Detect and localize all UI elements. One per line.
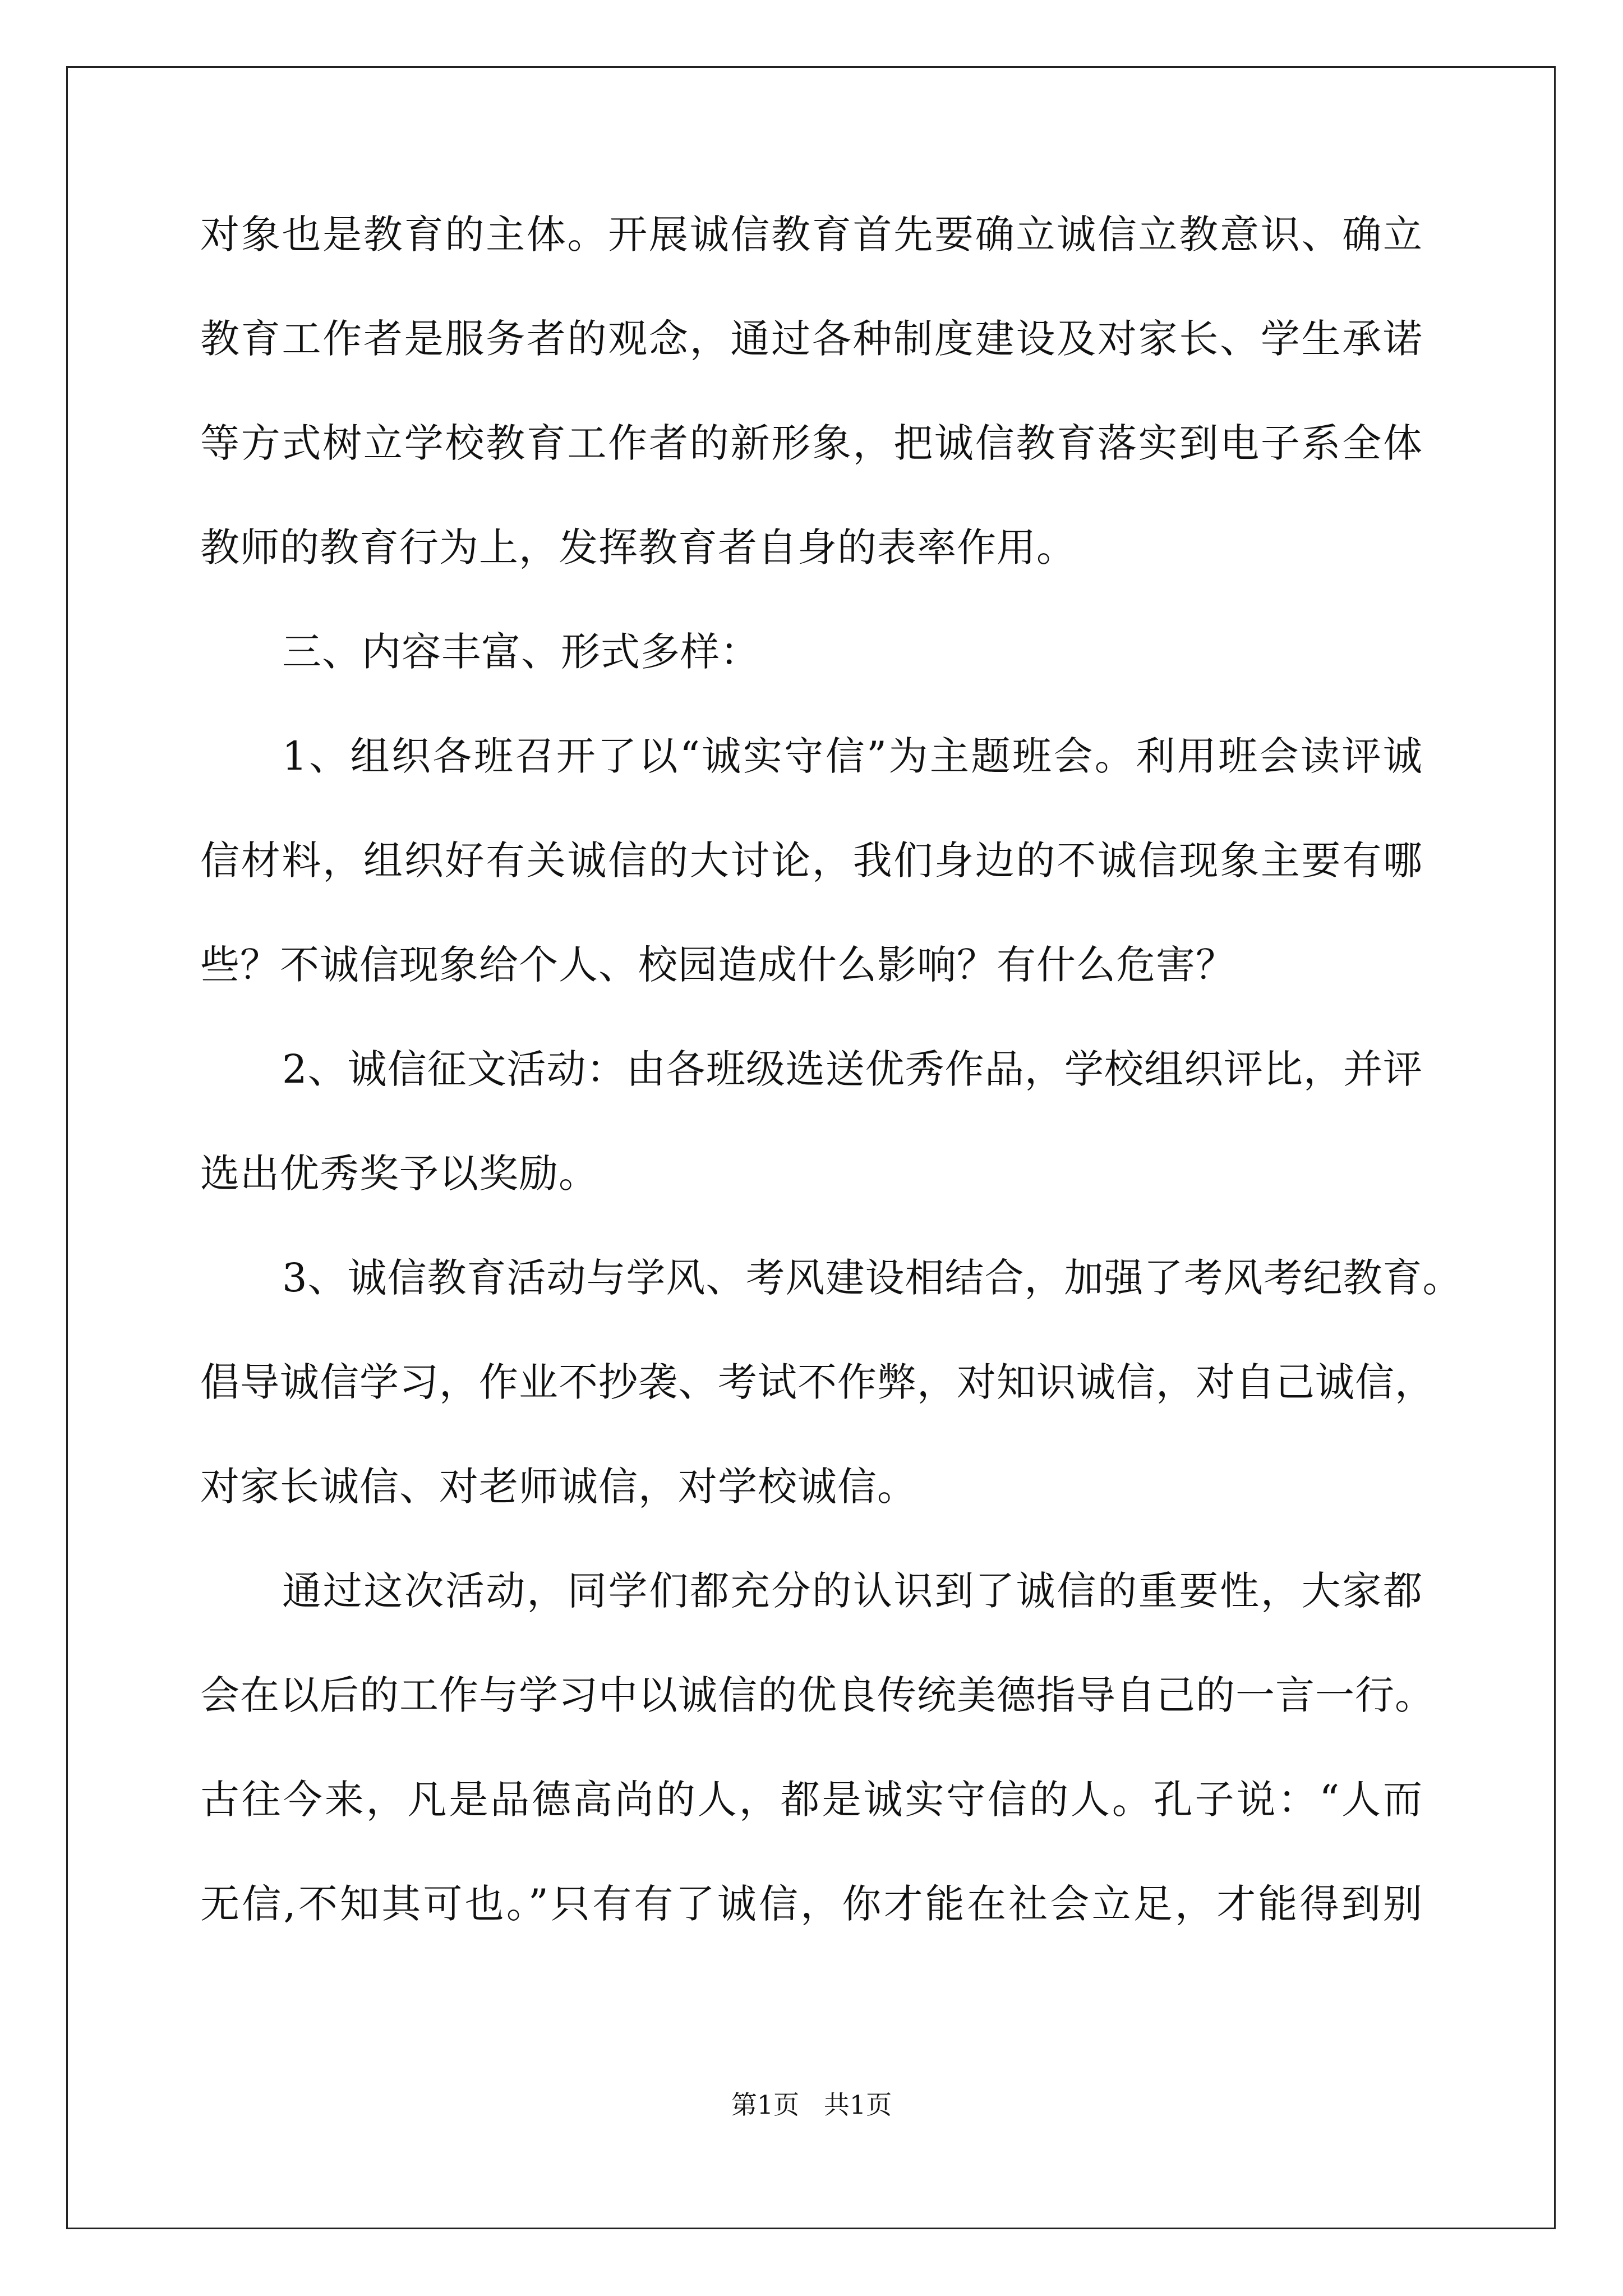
text-line: 会在以后的工作与学习中以诚信的优良传统美德指导自己的一言一行。 (200, 1672, 1435, 1718)
text-line: 倡导诚信学习，作业不抄袭、考试不作弊，对知识诚信，对自己诚信， (200, 1359, 1435, 1405)
text-line: 信材料，组织好有关诚信的大讨论，我们身边的不诚信现象主要有哪 (200, 838, 1423, 884)
document-body (200, 210, 1463, 1928)
paragraph-item-2 (200, 1045, 1423, 1198)
page-number-footer: 第1页 共1页 (731, 2090, 892, 2120)
paragraph-conclusion (200, 1567, 1435, 1928)
text-line: 选出优秀奖予以奖励。 (200, 1151, 598, 1197)
section-heading (200, 628, 1423, 676)
paragraph-item-3 (200, 1254, 1463, 1511)
text-line: 等方式树立学校教育工作者的新形象，把诚信教育落实到电子系全体 (200, 420, 1423, 466)
text-line: 1、组织各班召开了以“诚实守信”为主题班会。利用班会读评诚 (282, 733, 1423, 779)
text-line: 对家长诚信、对老师诚信，对学校诚信。 (200, 1464, 917, 1510)
text-line: 对象也是教育的主体。开展诚信教育首先要确立诚信立教意识、确立 (200, 211, 1423, 257)
text-line: 通过这次活动，同学们都充分的认识到了诚信的重要性，大家都 (282, 1568, 1423, 1614)
text-line: 无信,不知其可也。”只有有了诚信，你才能在社会立足，才能得到别 (200, 1881, 1423, 1927)
text-line: 教师的教育行为上，发挥教育者自身的表率作用。 (200, 524, 1076, 570)
text-line: 3、诚信教育活动与学风、考风建设相结合，加强了考风考纪教育。 (282, 1255, 1463, 1301)
text-line: 2、诚信征文活动：由各班级选送优秀作品，学校组织评比，并评 (282, 1046, 1423, 1092)
text-line: 教育工作者是服务者的观念，通过各种制度建设及对家长、学生承诺 (200, 316, 1423, 362)
paragraph-item-1 (200, 732, 1423, 989)
text-line: 三、内容丰富、形式多样： (282, 629, 760, 675)
paragraph-intro-continuation (200, 210, 1423, 572)
text-line: 些？不诚信现象给个人、校园造成什么影响？有什么危害？ (200, 942, 1235, 988)
text-line: 古往今来，凡是品德高尚的人，都是诚实守信的人。孔子说：“人而 (200, 1777, 1423, 1823)
